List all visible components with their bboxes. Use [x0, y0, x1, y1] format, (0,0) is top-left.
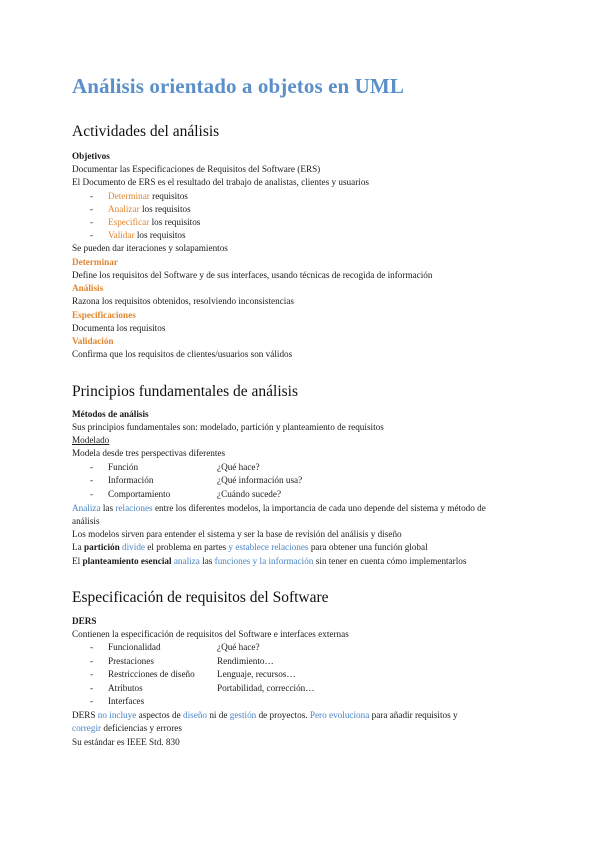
list-item: - Validar los requisitos [90, 230, 186, 240]
subheading-especificaciones: Especificaciones [72, 310, 136, 320]
text-line: Contienen la especificación de requisitos del Software e interfaces externas [72, 629, 349, 639]
section-heading-especificacion: Especificación de requisitos del Software [72, 589, 329, 606]
subheading-analisis: Análisis [72, 283, 104, 293]
text-line: El planteamiento esencial analiza las funciones y la información sin tener en cuenta cómo implementarlos [72, 556, 467, 566]
text-line: Confirma que los requisitos de clientes/usuarios son válidos [72, 349, 293, 359]
objetivos-label: Objetivos [72, 151, 110, 161]
list-item: - Interfaces [90, 696, 145, 706]
modelado-label: Modelado [72, 435, 110, 445]
text-line: Analiza las relaciones entre los diferentes modelos, la importancia de cada uno depende del sistema y método de [72, 503, 486, 513]
text-line: corregir deficiencias y errores [72, 723, 182, 733]
text-line: análisis [72, 516, 100, 526]
list-item: - Prestaciones Rendimiento… [90, 656, 274, 666]
text-line: Su estándar es IEEE Std. 830 [72, 737, 180, 747]
list-item: - Información ¿Qué información usa? [90, 475, 303, 485]
text-line: Se pueden dar iteraciones y solapamientos [72, 243, 228, 253]
text-line: Documentar las Especificaciones de Requisitos del Software (ERS) [72, 164, 321, 174]
list-item: - Funcionalidad ¿Qué hace? [90, 642, 260, 652]
text-line: La partición divide el problema en partes y establece relaciones para obtener una función global [72, 542, 428, 552]
list-item: - Especificar los requisitos [90, 217, 201, 227]
list-item: - Función ¿Qué hace? [90, 462, 260, 472]
text-line: Define los requisitos del Software y de sus interfaces, usando técnicas de recogida de información [72, 270, 433, 280]
text-line: Documenta los requisitos [72, 323, 166, 333]
document-title: Análisis orientado a objetos en UML [72, 74, 404, 98]
list-item: - Comportamiento ¿Cuándo sucede? [90, 489, 282, 499]
list-item: - Determinar requisitos [90, 191, 188, 201]
section-heading-actividades: Actividades del análisis [72, 123, 220, 140]
text-line: El Documento de ERS es el resultado del trabajo de analistas, clientes y usuarios [72, 177, 369, 187]
text-line: DERS no incluye aspectos de diseño ni de gestión de proyectos. Pero evoluciona para añadir requisitos y [72, 710, 458, 720]
subheading-validacion: Validación [72, 336, 114, 346]
section-heading-principios: Principios fundamentales de análisis [72, 383, 298, 400]
ders-label: DERS [72, 616, 97, 626]
list-item: - Restricciones de diseño Lenguaje, recursos… [90, 669, 296, 679]
subheading-determinar: Determinar [72, 257, 118, 267]
text-line: Razona los requisitos obtenidos, resolviendo inconsistencias [72, 296, 294, 306]
text-line: Sus principios fundamentales son: modelado, partición y planteamiento de requisitos [72, 422, 384, 432]
metodos-label: Métodos de análisis [72, 409, 149, 419]
list-item: - Atributos Portabilidad, corrección… [90, 683, 315, 693]
list-item: - Analizar los requisitos [90, 204, 191, 214]
text-line: Los modelos sirven para entender el sistema y ser la base de revisión del análisis y diseño [72, 529, 402, 539]
text-line: Modela desde tres perspectivas diferentes [72, 448, 226, 458]
